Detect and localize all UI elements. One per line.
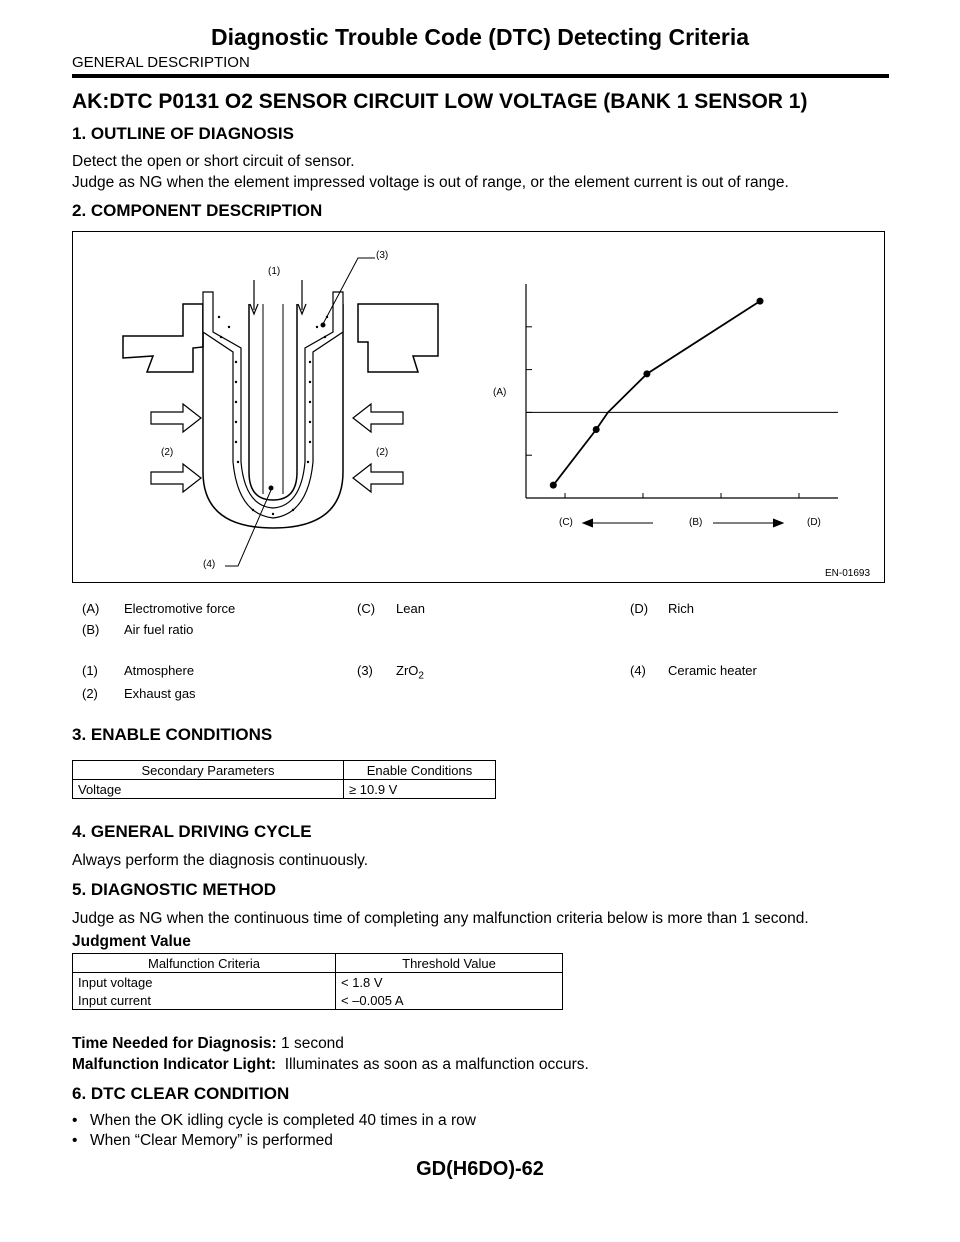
exhaust-arrow-upper-right xyxy=(353,404,403,432)
sensor-diagram xyxy=(73,232,886,584)
component-figure xyxy=(72,231,885,583)
legend-key: (A) xyxy=(82,601,100,616)
fig-label-1: (1) xyxy=(268,266,281,277)
exhaust-arrow-upper-left xyxy=(151,404,201,432)
page-header-title: Diagnostic Trouble Code (DTC) Detecting Criteria xyxy=(211,24,749,50)
section-heading-clear: 6. DTC CLEAR CONDITION xyxy=(72,1084,290,1103)
table-row xyxy=(73,991,563,1010)
legend-text: Air fuel ratio xyxy=(124,622,194,637)
leader-4-dot xyxy=(269,486,274,491)
exhaust-arrow-lower-right xyxy=(353,464,403,492)
table-cell: < –0.005 A xyxy=(336,991,563,1010)
legend-text: Electromotive force xyxy=(124,601,236,616)
page-number: GD(H6DO)-62 xyxy=(416,1158,544,1180)
section-heading-enable: 3. ENABLE CONDITIONS xyxy=(72,725,273,744)
outline-line-2: Judge as NG when the element impressed voltage is out of range, or the element current is out of range. xyxy=(72,174,789,191)
judgment-value-table xyxy=(72,953,563,1010)
exhaust-pipe-wall-left xyxy=(123,304,203,372)
exhaust-arrow-lower-left xyxy=(151,464,201,492)
legend-text: Atmosphere xyxy=(124,663,195,678)
legend-key: (D) xyxy=(630,601,649,616)
legend-text: Lean xyxy=(396,601,425,616)
output-curve xyxy=(553,301,760,485)
legend-key: (4) xyxy=(630,663,646,678)
clear-condition-1: When the OK idling cycle is completed 40 times in a row xyxy=(90,1112,476,1129)
list-item xyxy=(72,1132,333,1150)
fig-label-4: (4) xyxy=(203,559,216,570)
legend-key: (3) xyxy=(357,663,373,678)
judgment-value-label: Judgment Value xyxy=(72,933,191,950)
header-divider xyxy=(72,74,889,78)
fig-label-a: (A) xyxy=(493,387,507,398)
clear-condition-2: When “Clear Memory” is performed xyxy=(90,1132,333,1149)
table-cell: Voltage xyxy=(73,780,344,799)
table-cell: ≥ 10.9 V xyxy=(344,780,496,799)
legend-text: Ceramic heater xyxy=(668,663,757,678)
fig-label-3: (3) xyxy=(376,250,389,261)
zro2-text: ZrO xyxy=(396,663,419,678)
section-heading-method: 5. DIAGNOSTIC METHOD xyxy=(72,880,277,899)
legend-key: (C) xyxy=(357,601,376,616)
atmosphere-arrow-left xyxy=(250,280,258,314)
method-text: Judge as NG when the continuous time of completing any malfunction criteria below is more than 1 second. xyxy=(72,910,809,927)
section-heading-outline: 1. OUTLINE OF DIAGNOSIS xyxy=(72,124,294,143)
atmosphere-arrow-right xyxy=(298,280,306,314)
bullet-icon: • xyxy=(72,1132,78,1149)
bullet-icon: • xyxy=(72,1112,78,1129)
data-point xyxy=(550,482,557,489)
fig-label-c: (C) xyxy=(559,517,573,528)
driving-text: Always perform the diagnosis continuously. xyxy=(72,852,369,869)
data-point xyxy=(757,298,764,305)
arrow-lean xyxy=(583,519,653,527)
list-item xyxy=(72,1112,476,1130)
table-header: Malfunction Criteria xyxy=(73,954,336,973)
data-point xyxy=(643,370,650,377)
zro2-subscript: 2 xyxy=(418,670,424,682)
legend-text: Exhaust gas xyxy=(124,686,196,701)
table-header: Threshold Value xyxy=(336,954,563,973)
figure-code: EN-01693 xyxy=(825,568,871,579)
section-heading-driving: 4. GENERAL DRIVING CYCLE xyxy=(72,822,312,841)
atmosphere-chamber xyxy=(249,304,297,500)
table-header: Secondary Parameters xyxy=(73,761,344,780)
fig-label-2-left: (2) xyxy=(161,447,174,458)
table-row xyxy=(73,780,496,799)
table-cell: Input voltage xyxy=(73,973,336,992)
table-header: Enable Conditions xyxy=(344,761,496,780)
enable-conditions-table xyxy=(72,760,496,799)
legend-text-zro2 xyxy=(396,663,424,682)
table-cell: < 1.8 V xyxy=(336,973,563,992)
mil-value: Illuminates as soon as a malfunction occurs. xyxy=(284,1056,589,1073)
document-title: AK:DTC P0131 O2 SENSOR CIRCUIT LOW VOLTAGE (BANK 1 SENSOR 1) xyxy=(72,90,808,113)
fig-label-d: (D) xyxy=(807,517,821,528)
outline-line-1: Detect the open or short circuit of sensor. xyxy=(72,153,355,170)
legend-key: (2) xyxy=(82,686,98,701)
table-cell: Input current xyxy=(73,991,336,1010)
fig-label-2-right: (2) xyxy=(376,447,389,458)
time-needed-line xyxy=(72,1033,344,1054)
page-header-subtitle: GENERAL DESCRIPTION xyxy=(72,54,250,71)
fig-label-b: (B) xyxy=(689,517,703,528)
legend-key: (1) xyxy=(82,663,98,678)
time-needed-label: Time Needed for Diagnosis: xyxy=(72,1035,277,1052)
legend-text: Rich xyxy=(668,601,695,616)
leader-3 xyxy=(323,258,375,324)
data-point xyxy=(593,426,600,433)
table-row xyxy=(73,973,563,992)
section-heading-component: 2. COMPONENT DESCRIPTION xyxy=(72,201,323,220)
mil-label: Malfunction Indicator Light: xyxy=(72,1056,277,1073)
arrow-rich xyxy=(713,519,783,527)
heater-rod xyxy=(263,304,283,494)
exhaust-pipe-wall-right xyxy=(358,304,438,372)
mil-line xyxy=(72,1054,589,1075)
legend-key: (B) xyxy=(82,622,100,637)
leader-3-dot xyxy=(321,323,326,328)
time-needed-value: 1 second xyxy=(281,1035,344,1052)
